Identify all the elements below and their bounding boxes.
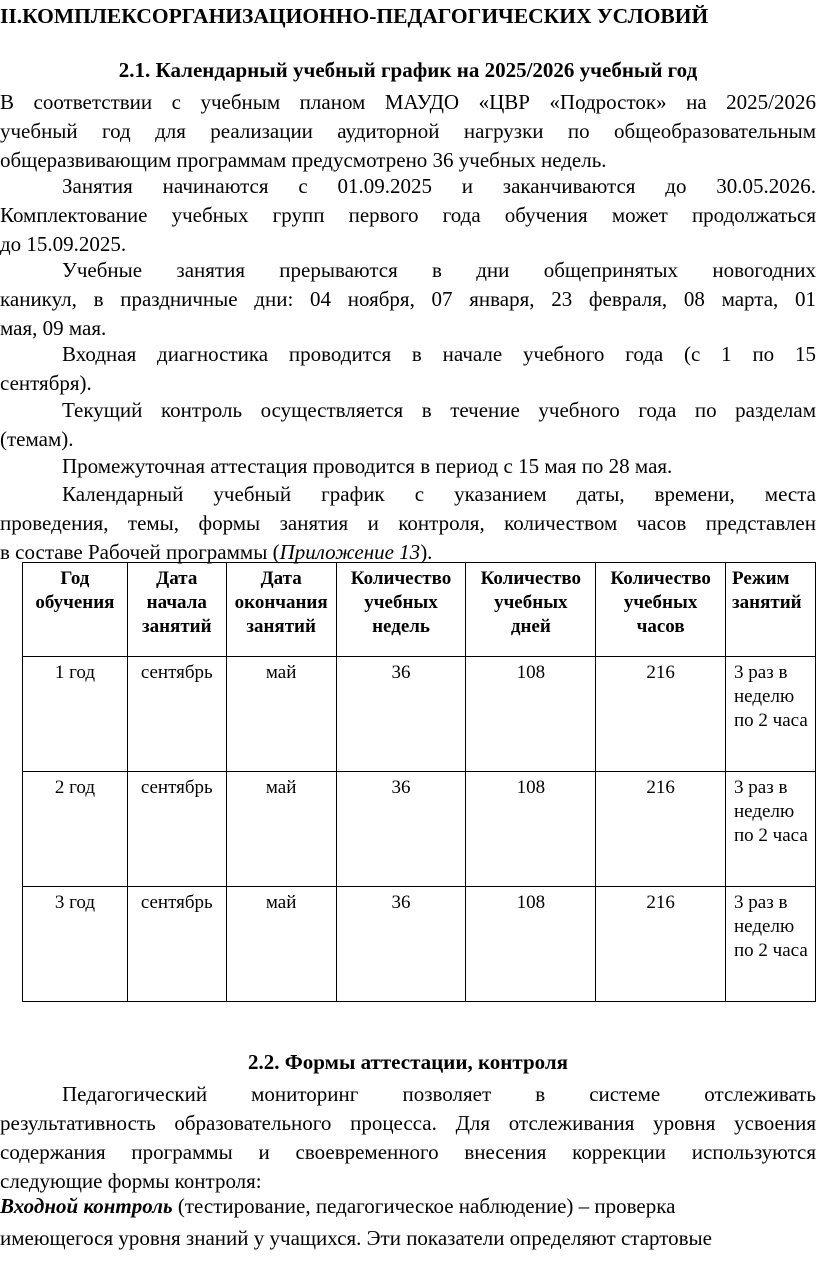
paragraph-holidays <box>0 256 816 343</box>
section-2-1-title: 2.1. Календарный учебный график на 2025/2026 учебный год <box>118 58 698 82</box>
paragraph-line: каникул, в праздничные дни: 04 ноября, 07 января, 23 февраля, 08 марта, 01 <box>0 287 816 311</box>
paragraph-dates <box>0 172 816 259</box>
header-mode: Режим занятий <box>726 563 816 657</box>
table-cell: 216 <box>596 657 726 772</box>
paragraph-line: результативность образовательного процесса. Для отслеживания уровня усвоения <box>0 1111 816 1135</box>
header-end-date: Дата окончания занятий <box>226 563 336 657</box>
section-2-2-title: 2.2. Формы аттестации, контроля <box>248 1050 568 1074</box>
header-year: Год обучения <box>23 563 128 657</box>
paragraph-line: Входная диагностика проводится в начале учебного года (с 1 по 15 <box>62 342 816 366</box>
table-cell: 3 год <box>23 887 128 1002</box>
table-cell: май <box>226 887 336 1002</box>
header-weeks: Количество учебных недель <box>336 563 466 657</box>
table-cell: сентябрь <box>127 657 226 772</box>
paragraph-line: имеющегося уровня знаний у учащихся. Эти показатели определяют стартовые <box>0 1226 712 1250</box>
paragraph-line: содержания программы и своевременного внесения коррекции используются <box>0 1140 816 1164</box>
paragraph-line: сентября). <box>0 371 92 395</box>
table-cell: 3 раз в неделю по 2 часа <box>726 887 816 1002</box>
paragraph-text: ). <box>420 540 433 564</box>
paragraph-line: Текущий контроль осуществляется в течение учебного года по разделам <box>62 398 816 422</box>
paragraph-study-plan <box>0 88 816 175</box>
table-cell: 3 раз в неделю по 2 часа <box>726 657 816 772</box>
table-cell: 108 <box>466 887 596 1002</box>
paragraph-diagnostics <box>0 340 816 398</box>
paragraph-line: проведения, темы, формы занятия и контроля, количеством часов представлен <box>0 511 816 535</box>
table-cell: май <box>226 657 336 772</box>
paragraph-line: Педагогический мониторинг позволяет в системе отслеживать <box>62 1082 816 1106</box>
paragraph-line: (темам). <box>0 427 74 451</box>
paragraph-line: до 15.09.2025. <box>0 232 127 256</box>
table-cell: сентябрь <box>127 772 226 887</box>
header-days: Количество учебных дней <box>466 563 596 657</box>
paragraph-text: в составе Рабочей программы ( <box>0 540 280 564</box>
table-cell: 3 раз в неделю по 2 часа <box>726 772 816 887</box>
paragraph-text: (тестирование, педагогическое наблюдение) – проверка <box>172 1194 676 1218</box>
table-cell: 108 <box>466 772 596 887</box>
table-row <box>23 772 816 887</box>
header-hours: Количество учебных часов <box>596 563 726 657</box>
paragraph-line: мая, 09 мая. <box>0 316 107 340</box>
header-start-date: Дата начала занятий <box>127 563 226 657</box>
paragraph-current-control <box>0 396 816 454</box>
table-cell: 36 <box>336 657 466 772</box>
table-cell: 36 <box>336 887 466 1002</box>
table-row <box>23 657 816 772</box>
paragraph-attestation <box>0 452 816 481</box>
paragraph-line: общеразвивающим программам предусмотрено 36 учебных недель. <box>0 148 607 172</box>
table-header-row <box>23 563 816 657</box>
table-cell: 36 <box>336 772 466 887</box>
paragraph-line: Занятия начинаются с 01.09.2025 и заканчиваются до 30.05.2026. <box>62 174 816 198</box>
paragraph-line: следующие формы контроля: <box>0 1169 262 1193</box>
paragraph-line: Учебные занятия прерываются в дни общепринятых новогодних <box>62 258 816 282</box>
table-row <box>23 887 816 1002</box>
table-cell: 1 год <box>23 657 128 772</box>
table-cell: сентябрь <box>127 887 226 1002</box>
paragraph-line <box>0 1192 816 1221</box>
paragraph-schedule <box>0 480 816 567</box>
section-heading: II.КОМПЛЕКСОРГАНИЗАЦИОННО-ПЕДАГОГИЧЕСКИХ УСЛОВИЙ <box>0 4 709 28</box>
schedule-table <box>22 562 816 1002</box>
paragraph-line: Календарный учебный график с указанием даты, времени, места <box>62 482 816 506</box>
table-cell: 108 <box>466 657 596 772</box>
table-cell: май <box>226 772 336 887</box>
table-cell: 216 <box>596 772 726 887</box>
table-cell: 2 год <box>23 772 128 887</box>
paragraph-line: В соответствии с учебным планом МАУДО «ЦВР «Подросток» на 2025/2026 <box>0 90 816 114</box>
input-control-term: Входной контроль <box>0 1194 173 1218</box>
paragraph-line: учебный год для реализации аудиторной нагрузки по общеобразовательным <box>0 119 816 143</box>
paragraph-line: Комплектование учебных групп первого года обучения может продолжаться <box>0 203 816 227</box>
paragraph-input-control <box>0 1192 816 1253</box>
paragraph-monitoring <box>0 1080 816 1196</box>
table-cell: 216 <box>596 887 726 1002</box>
paragraph-line: Промежуточная аттестация проводится в период с 15 мая по 28 мая. <box>62 454 673 478</box>
appendix-reference: Приложение 13 <box>279 540 421 564</box>
